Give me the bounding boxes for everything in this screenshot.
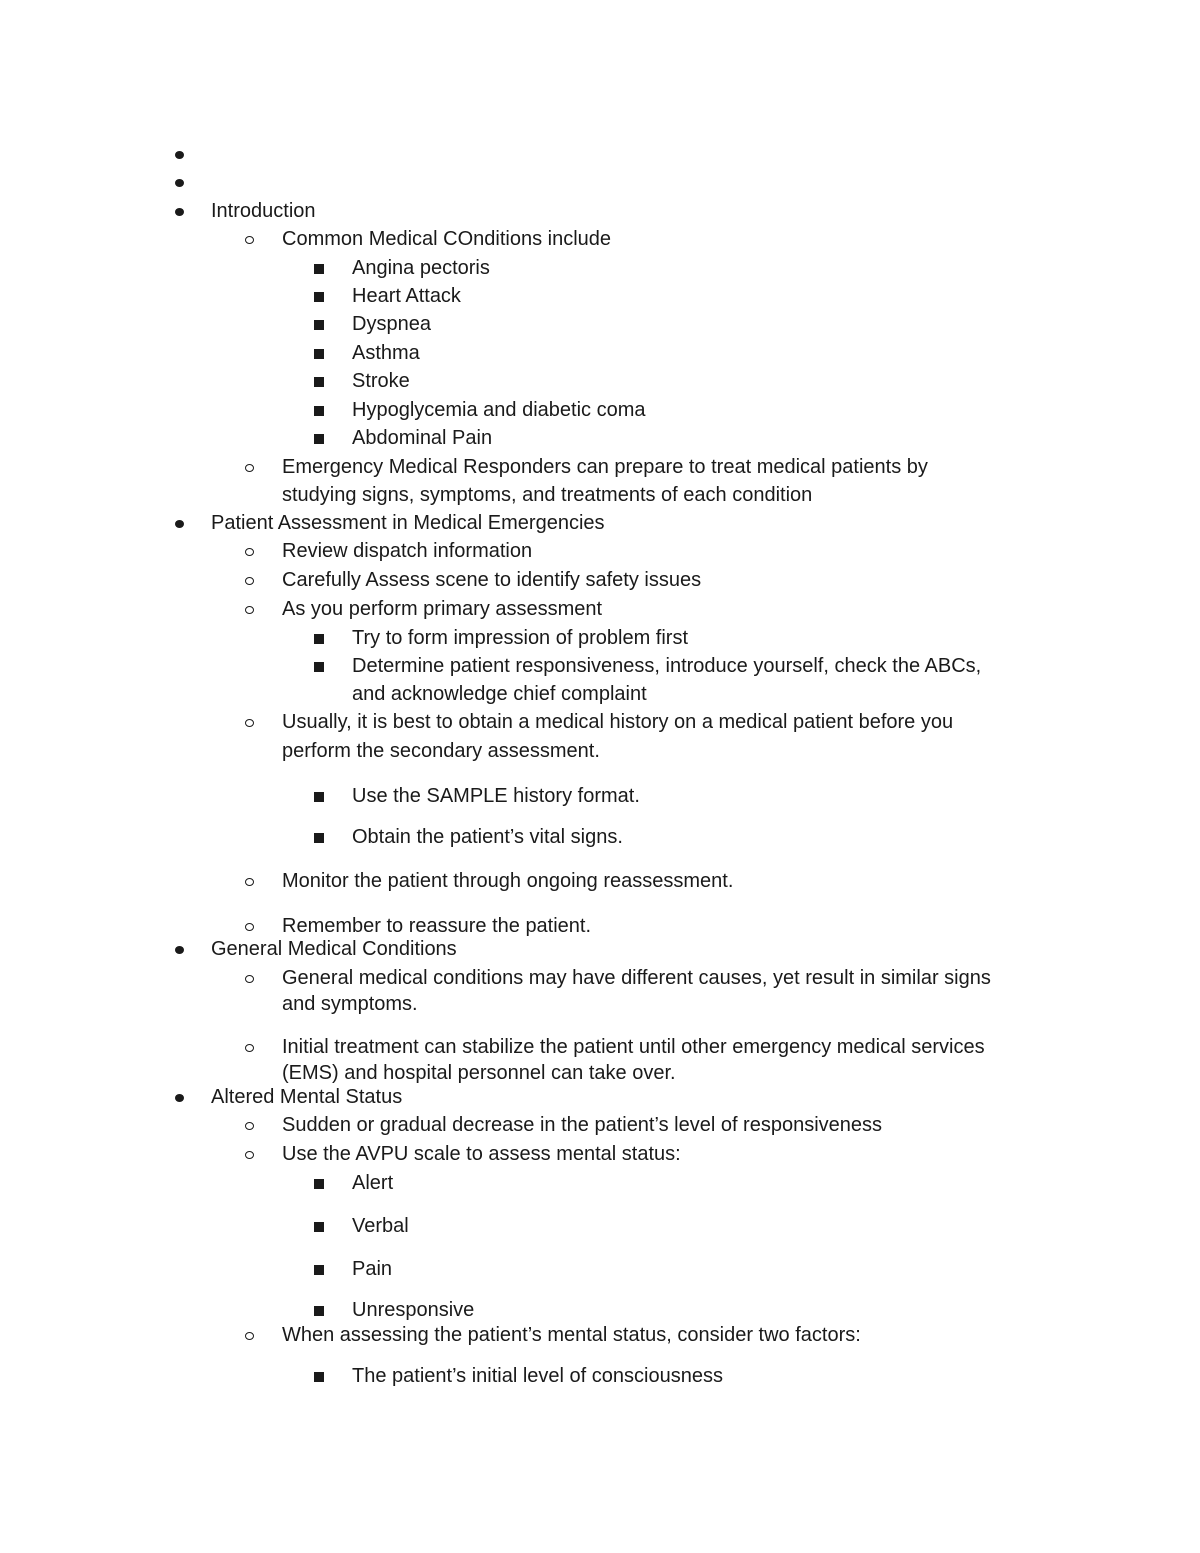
list-item xyxy=(0,1171,1200,1195)
list-item-text: When assessing the patient’s mental status, consider two factors: xyxy=(282,1324,861,1346)
list-item-text: As you perform primary assessment xyxy=(282,598,603,620)
list-item-text: Pain xyxy=(352,1258,393,1280)
list-item-text: Verbal xyxy=(352,1215,409,1237)
list-item-text: Carefully Assess scene to identify safety issues xyxy=(282,569,702,591)
list-item xyxy=(0,914,1200,938)
bullet-square-icon xyxy=(314,1372,324,1382)
list-item-text: General medical conditions may have different causes, yet result in similar signs xyxy=(282,967,991,989)
bullet-circle-icon xyxy=(245,878,254,886)
bullet-circle-icon xyxy=(245,464,254,472)
bullet-dot-icon xyxy=(175,1094,184,1102)
list-item-text: Alert xyxy=(352,1172,394,1194)
bullet-square-icon xyxy=(314,292,324,302)
list-item-text: Altered Mental Status xyxy=(211,1086,403,1108)
bullet-square-icon xyxy=(314,320,324,330)
list-item xyxy=(0,568,1200,592)
bullet-dot-icon xyxy=(175,208,184,216)
list-item-text: The patient’s initial level of consciousness xyxy=(352,1365,723,1387)
bullet-square-icon xyxy=(314,406,324,416)
bullet-square-icon xyxy=(314,349,324,359)
list-item-text: Remember to reassure the patient. xyxy=(282,915,592,937)
list-item-text: Angina pectoris xyxy=(352,257,490,279)
bullet-circle-icon xyxy=(245,1122,254,1130)
bullet-circle-icon xyxy=(245,1332,254,1340)
list-item xyxy=(0,511,1200,535)
list-item-text: Unresponsive xyxy=(352,1299,475,1321)
list-item xyxy=(0,784,1200,808)
list-item xyxy=(0,1085,1200,1109)
bullet-square-icon xyxy=(314,1265,324,1275)
bullet-square-icon xyxy=(314,833,324,843)
bullet-circle-icon xyxy=(245,975,254,983)
list-item-text: Stroke xyxy=(352,370,410,392)
list-item-text: perform the secondary assessment. xyxy=(282,740,600,762)
list-item xyxy=(0,426,1200,450)
bullet-circle-icon xyxy=(245,1151,254,1159)
bullet-circle-icon xyxy=(245,236,254,244)
list-item-text: Sudden or gradual decrease in the patient’s level of responsiveness xyxy=(282,1114,883,1136)
bullet-circle-icon xyxy=(245,577,254,585)
bullet-circle-icon xyxy=(245,719,254,727)
bullet-square-icon xyxy=(314,434,324,444)
list-item xyxy=(0,597,1200,621)
list-item xyxy=(0,170,1200,194)
list-item xyxy=(0,483,1200,507)
list-item-text: studying signs, symptoms, and treatments of each condition xyxy=(282,484,813,506)
list-item xyxy=(0,1035,1200,1059)
list-item xyxy=(0,654,1200,678)
bullet-circle-icon xyxy=(245,1044,254,1052)
list-item-text: Common Medical COnditions include xyxy=(282,228,612,250)
list-item-text: Asthma xyxy=(352,342,420,364)
list-item-text: Heart Attack xyxy=(352,285,461,307)
list-item xyxy=(0,199,1200,223)
list-item-text: and acknowledge chief complaint xyxy=(352,683,647,705)
list-item xyxy=(0,312,1200,336)
list-item xyxy=(0,1113,1200,1137)
list-item-text: Try to form impression of problem first xyxy=(352,627,689,649)
list-item xyxy=(0,341,1200,365)
list-item xyxy=(0,369,1200,393)
list-item xyxy=(0,227,1200,251)
list-item-text: Obtain the patient’s vital signs. xyxy=(352,826,623,848)
list-item xyxy=(0,284,1200,308)
bullet-dot-icon xyxy=(175,151,184,159)
bullet-square-icon xyxy=(314,662,324,672)
list-item xyxy=(0,1214,1200,1238)
list-item-text: Emergency Medical Responders can prepare to treat medical patients by xyxy=(282,456,928,478)
bullet-dot-icon xyxy=(175,179,184,187)
list-item xyxy=(0,1323,1200,1347)
bullet-dot-icon xyxy=(175,520,184,528)
list-item xyxy=(0,1257,1200,1281)
list-item-text: Patient Assessment in Medical Emergencies xyxy=(211,512,605,534)
list-item-text: Hypoglycemia and diabetic coma xyxy=(352,399,646,421)
bullet-square-icon xyxy=(314,377,324,387)
list-item-text: Determine patient responsiveness, introduce yourself, check the ABCs, xyxy=(352,655,982,677)
list-item-text: Introduction xyxy=(211,200,316,222)
list-item-text: (EMS) and hospital personnel can take over. xyxy=(282,1062,676,1084)
list-item-text: and symptoms. xyxy=(282,993,418,1015)
list-item xyxy=(0,1298,1200,1322)
list-item xyxy=(0,1364,1200,1388)
list-item xyxy=(0,455,1200,479)
list-item xyxy=(0,937,1200,961)
bullet-square-icon xyxy=(314,792,324,802)
list-item xyxy=(0,966,1200,990)
list-item xyxy=(0,1142,1200,1166)
bullet-circle-icon xyxy=(245,548,254,556)
list-item xyxy=(0,142,1200,166)
list-item-text: Use the SAMPLE history format. xyxy=(352,785,640,807)
bullet-square-icon xyxy=(314,1179,324,1189)
bullet-circle-icon xyxy=(245,923,254,931)
list-item-text: General Medical Conditions xyxy=(211,938,457,960)
list-item-text: Review dispatch information xyxy=(282,540,533,562)
bullet-circle-icon xyxy=(245,606,254,614)
list-item xyxy=(0,256,1200,280)
list-item-text: Abdominal Pain xyxy=(352,427,493,449)
bullet-square-icon xyxy=(314,1306,324,1316)
list-item xyxy=(0,869,1200,893)
bullet-dot-icon xyxy=(175,946,184,954)
list-item xyxy=(0,739,1200,763)
list-item-text: Use the AVPU scale to assess mental status: xyxy=(282,1143,681,1165)
list-item-text: Usually, it is best to obtain a medical history on a medical patient before you xyxy=(282,711,954,733)
bullet-square-icon xyxy=(314,1222,324,1232)
bullet-square-icon xyxy=(314,264,324,274)
list-item-text: Initial treatment can stabilize the patient until other emergency medical services xyxy=(282,1036,985,1058)
list-item xyxy=(0,539,1200,563)
list-item xyxy=(0,825,1200,849)
list-item xyxy=(0,626,1200,650)
list-item xyxy=(0,398,1200,422)
list-item xyxy=(0,682,1200,706)
bullet-square-icon xyxy=(314,634,324,644)
list-item xyxy=(0,710,1200,734)
list-item xyxy=(0,1061,1200,1085)
list-item xyxy=(0,992,1200,1016)
list-item-text: Monitor the patient through ongoing reassessment. xyxy=(282,870,734,892)
list-item-text: Dyspnea xyxy=(352,313,431,335)
